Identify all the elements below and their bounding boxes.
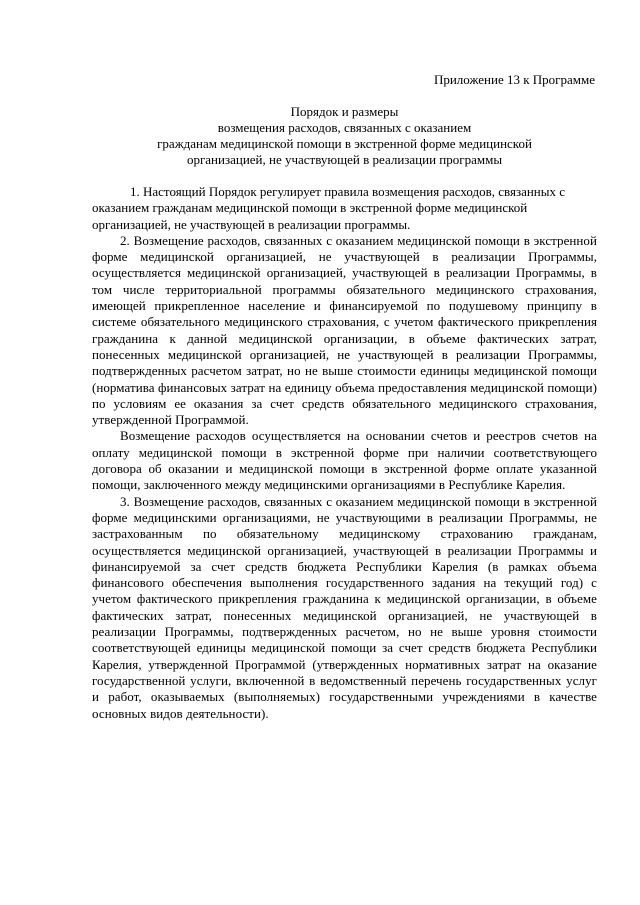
- appendix-label: Приложение 13 к Программе: [433, 72, 595, 87]
- title-line-2: возмещения расходов, связанных с оказанием: [217, 120, 472, 135]
- paragraph-3: Возмещение расходов осуществляется на основании счетов и реестров счетов на оплату медицинской помощи в экстренной форме при наличии соответствующего договора об оказании и медицинской помощи в экстренной форме оплате указанной помощи, заключенного между медицинскими организациями в Республике Карелия.: [92, 428, 597, 493]
- document-body: [92, 184, 597, 722]
- document-title: [92, 104, 597, 168]
- title-line-3: гражданам медицинской помощи в экстренной форме медицинской: [157, 136, 532, 151]
- paragraph-2: 2. Возмещение расходов, связанных с оказанием медицинской помощи в экстренной форме медицинской организацией, не участвующей в реализации Программы, осуществляется медицинской организацией, участвующей в реализации Программы, в том числе территориальной программы обязательного медицинского страхования, имеющей прикрепленное население и финансируемой по подушевому принципу в системе обязательного медицинского страхования, с учетом фактического прикрепления гражданина к данной медицинской организации, в объеме фактических затрат, понесенных медицинской организацией, не участвующей в реализации Программы, подтвержденных расчетом затрат, но не выше стоимости единицы медицинской помощи (норматива финансовых затрат на единицу объема предоставления медицинской помощи) по условиям ее оказания за счет средств обязательного медицинского страхования, утвержденной Программой.: [92, 232, 597, 428]
- title-line-1: Порядок и размеры: [290, 104, 399, 119]
- paragraph-4: 3. Возмещение расходов, связанных с оказанием медицинской помощи в экстренной форме медицинскими организациями, не участвующими в реализации Программы, не застрахованным по обязательному медицинскому страхованию гражданам, осуществляется медицинской организацией, участвующей в реализации Программы и финансируемой за счет средств бюджета Республики Карелия (в рамках объема финансового обеспечения выполнения государственного задания на текущий год) с учетом фактического прикрепления гражданина к медицинской организации, в объеме фактических затрат, понесенных медицинской организацией, не участвующей в реализации Программы, подтвержденных расчетом, но не выше уровня стоимости соответствующей единицы медицинской помощи за счет средств бюджета Республики Карелия, утвержденной Программой (утвержденных нормативных затрат на оказание государственной услуги, включенной в ведомственный перечень государственных услуг и работ, оказываемых (выполняемых) государственными учреждениями в качестве основных видов деятельности).: [92, 493, 597, 721]
- paragraph-1: 1. Настоящий Порядок регулирует правила возмещения расходов, связанных с оказанием гражданам медицинской помощи в экстренной форме медицинской организацией, не участвующей в реализации программы.: [92, 184, 566, 232]
- title-line-4: организацией, не участвующей в реализации программы: [186, 152, 503, 167]
